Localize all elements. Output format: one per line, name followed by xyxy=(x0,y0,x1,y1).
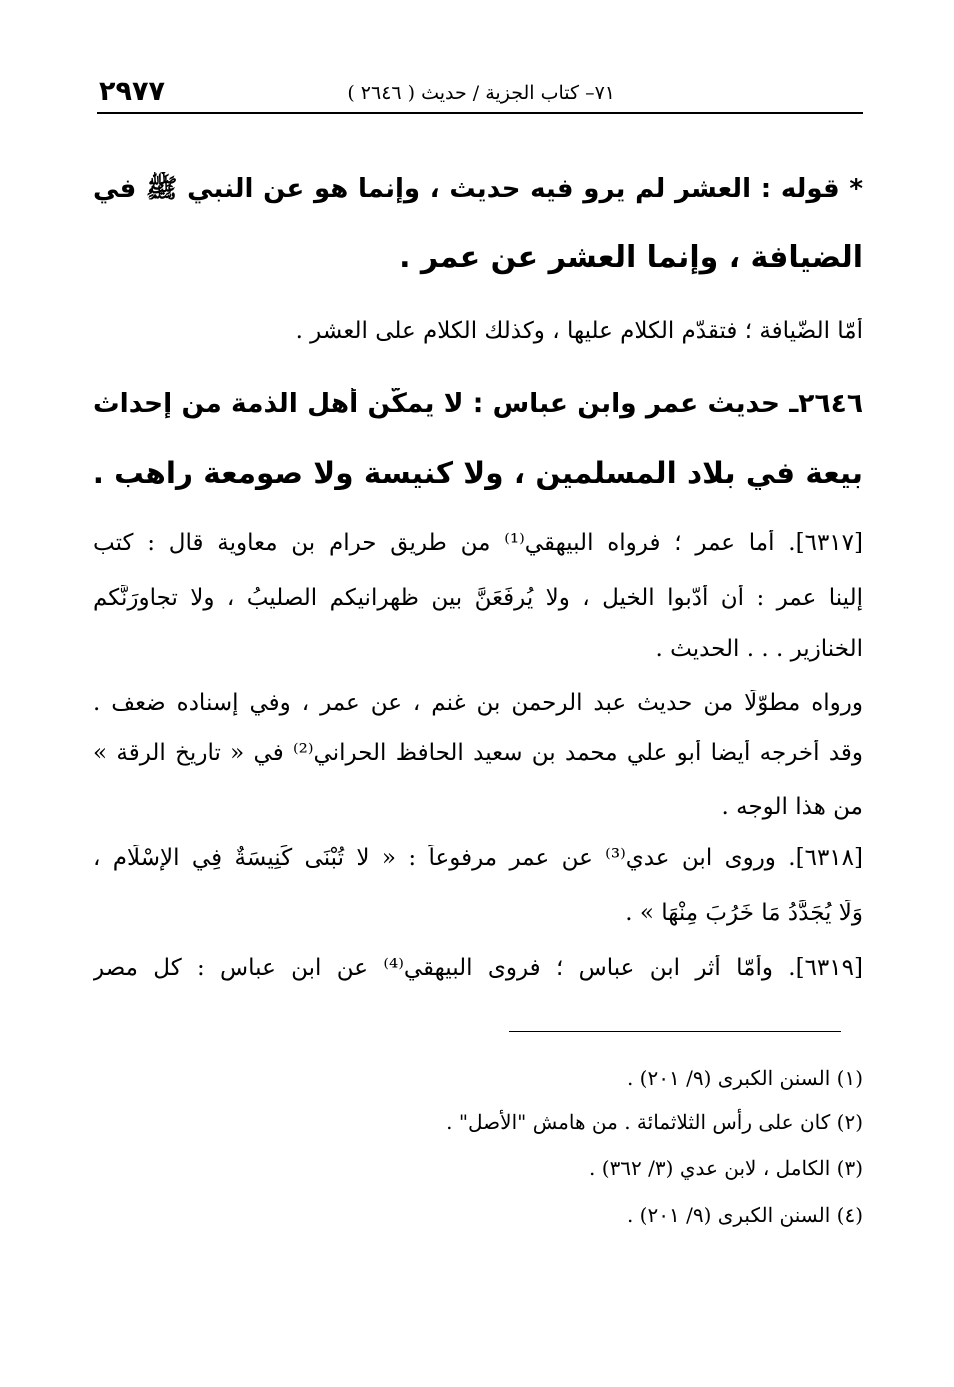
paragraph-6317-line-3: الخنازير . . . الحديث . xyxy=(655,636,863,662)
paragraph-raqqa-line-2: من هذا الوجه . xyxy=(721,794,863,820)
paragraph-raqqa-line-1: وقد أخرجه أيضا أبو علي محمد بن سعيد الحافظ الحراني⁽²⁾ في « تاريخ الرقة » xyxy=(93,740,863,766)
footnote-4: (٤) السنن الكبرى (٩/ ٢٠١) . xyxy=(626,1203,863,1227)
page-number: ٢٩٧٧ xyxy=(99,76,165,107)
paragraph-6317-line-2: إلينا عمر : أن أدّبوا الخيل ، ولا يُرفَعَنَّ بين ظهرانيكم الصليبُ ، ولا تجاوِرَنَّكم xyxy=(93,585,863,611)
paragraph-mutawwal: ورواه مطوّلًا من حديث عبد الرحمن بن غنم ، عن عمر ، وفي إسناده ضعف . xyxy=(93,690,863,716)
hadith-heading-line-2: بيعة في بلاد المسلمين ، ولا كنيسة ولا صومعة راهب . xyxy=(93,456,863,490)
hadith-heading-line-1: ٢٦٤٦ـ حديث عمر وابن عباس : لا يمكّن أهل الذمة من إحداث xyxy=(93,388,863,419)
paragraph-6317-line-1: [٦٣١٧]. أما عمر ؛ فرواه البيهقي⁽¹⁾ من طريق حرام بن معاوية قال : كتب xyxy=(93,530,863,556)
page-header xyxy=(97,68,863,114)
footnote-1: (١) السنن الكبرى (٩/ ٢٠١) . xyxy=(626,1066,863,1090)
commentary-heading-line-2: الضيافة ، وإنما العشر عن عمر . xyxy=(399,240,863,275)
footnote-3: (٣) الكامل ، لابن عدي (٣/ ٣٦٢) . xyxy=(589,1156,863,1180)
footnote-divider xyxy=(509,1031,841,1032)
commentary-response: أمّا الضّيافة ؛ فتقدّم الكلام عليها ، وكذلك الكلام على العشر . xyxy=(295,318,863,344)
paragraph-6318-line-1: [٦٣١٨]. وروى ابن عدي⁽³⁾ عن عمر مرفوعاً : « لا تُبْنَى كَنِيسَةٌ فِي الإِسْلَامِ ، xyxy=(93,845,863,871)
running-title: ٧١– كتاب الجزية / حديث ( ٢٦٤٦ ) xyxy=(347,82,615,104)
footnote-2: (٢) كان على رأس الثلاثمائة . من هامش "الأصل" . xyxy=(446,1110,863,1134)
paragraph-6319-line-1: [٦٣١٩]. وأمّا أثر ابن عباس ؛ فروى البيهقي⁽⁴⁾ عن ابن عباس : كل مصر xyxy=(93,955,863,981)
paragraph-6318-line-2: وَلَا يُجَدَّدُ مَا خَرُبَ مِنْهَا » . xyxy=(625,900,863,926)
commentary-heading-line-1: * قوله : العشر لم يرو فيه حديث ، وإنما هو عن النبي ﷺ في xyxy=(93,174,863,204)
